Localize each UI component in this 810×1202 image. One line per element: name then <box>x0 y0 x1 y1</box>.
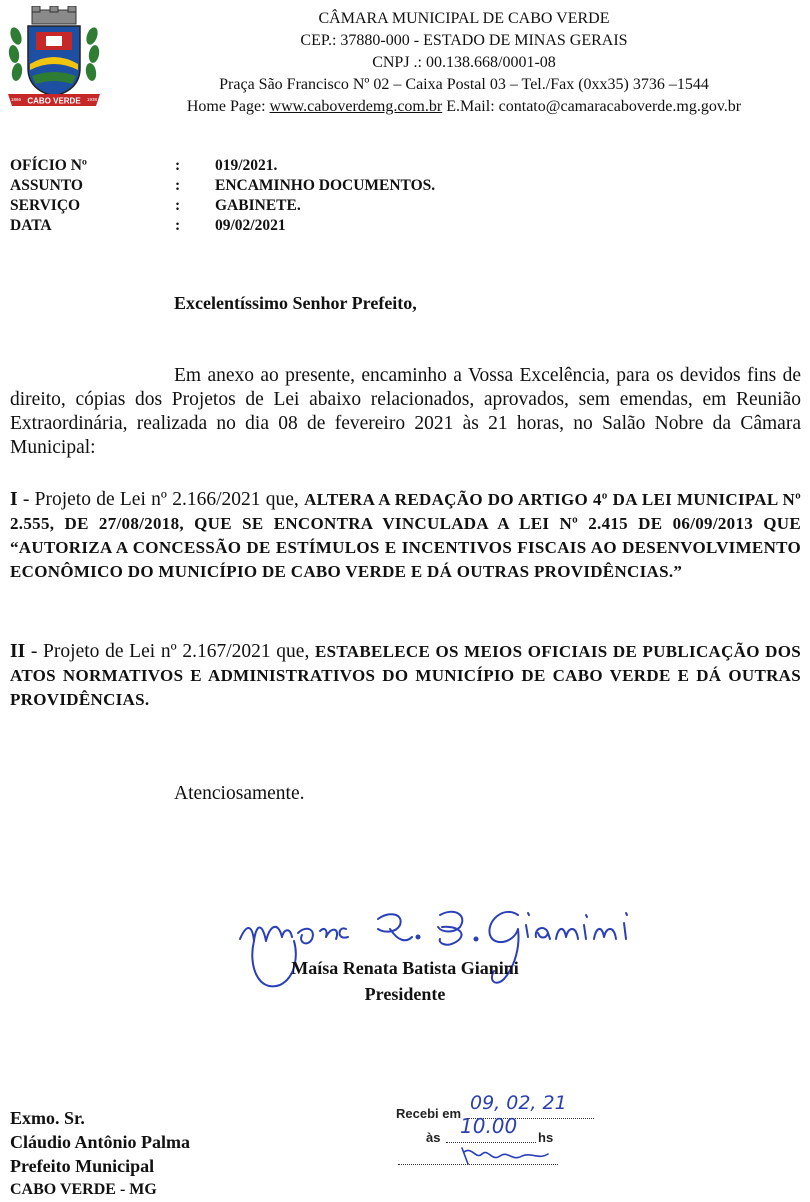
body-item-2 <box>10 640 801 712</box>
closing: Atenciosamente. <box>174 783 305 804</box>
meta-value: ENCAMINHO DOCUMENTOS. <box>215 177 436 194</box>
body-item-1 <box>10 488 801 584</box>
signature-block <box>230 955 580 1007</box>
letterhead-cnpj: CNPJ .: 00.138.668/0001-08 <box>372 54 556 71</box>
meta-value: GABINETE. <box>215 197 301 214</box>
stamp-time: 10.00 <box>460 1114 518 1138</box>
banner-year-right: 1938 <box>86 97 98 102</box>
meta-label: OFÍCIO Nº <box>10 157 88 174</box>
signer-name: Maísa Renata Batista Gianini <box>291 958 519 978</box>
letterhead-institution: CÂMARA MUNICIPAL DE CABO VERDE <box>318 10 610 27</box>
homepage-link[interactable]: www.caboverdemg.com.br <box>269 98 443 115</box>
salutation: Excelentíssimo Senhor Prefeito, <box>174 293 417 313</box>
meta-row-data <box>10 216 435 236</box>
recipient-title: Prefeito Municipal <box>10 1156 155 1176</box>
letterhead-contacts <box>120 96 808 118</box>
letterhead-address: Praça São Francisco Nº 02 – Caixa Postal 03 – Tel./Fax (0xx35) 3736 –1544 <box>219 76 709 93</box>
stamp-received-label: Recebi em <box>396 1106 462 1121</box>
meta-label: SERVIÇO <box>10 197 81 214</box>
letterhead-cep-state: CEP.: 37880-000 - ESTADO DE MINAS GERAIS <box>300 32 628 49</box>
recipient-honorific: Exmo. Sr. <box>10 1108 85 1128</box>
meta-value: 019/2021. <box>215 157 278 174</box>
receipt-stamp <box>396 1092 596 1172</box>
stamp-received-date: 09, 02, 21 <box>470 1092 567 1114</box>
recipient-block <box>10 1106 190 1202</box>
signer-title: Presidente <box>364 984 446 1004</box>
email-address[interactable]: contato@camaracaboverde.mg.gov.br <box>498 98 742 115</box>
meta-label: DATA <box>10 217 52 234</box>
body-paragraph-intro: Em anexo ao presente, encaminho a Vossa Excelência, para os devidos fins de direito, cópias dos Projetos de Lei abaixo relacionados, aprovados, sem emendas, em Reunião Extraordinária, realizada no dia 08 de fevereiro 2021 às 21 horas, no Salão Nobre da Câmara Municipal: <box>10 365 801 458</box>
municipal-crest-logo <box>6 6 102 110</box>
meta-label: ASSUNTO <box>10 177 83 194</box>
meta-value: 09/02/2021 <box>215 217 286 234</box>
meta-colon: : <box>175 177 181 194</box>
meta-row-servico <box>10 196 435 216</box>
email-label: E.Mail: <box>442 98 499 115</box>
item-text: - Projeto de Lei nº 2.167/2021 que, <box>25 641 316 662</box>
item-roman-numeral: II <box>10 641 26 662</box>
homepage-label: Home Page: <box>186 98 270 115</box>
recipient-city: CABO VERDE - MG <box>10 1181 157 1198</box>
recipient-name: Cláudio Antônio Palma <box>10 1132 191 1152</box>
meta-colon: : <box>175 157 181 174</box>
stamp-signature-line <box>398 1164 558 1165</box>
meta-row-assunto <box>10 176 435 196</box>
stamp-hours-label: hs <box>538 1130 554 1145</box>
meta-row-oficio <box>10 156 435 176</box>
document-meta <box>10 156 435 236</box>
item-bold-text: ALTERA A REDAÇÃO DO ARTIGO 4º DA LEI MUNICIPAL Nº 2.555, DE 27/08/2018, QUE SE ENCONTRA VINCULADA A LEI Nº 2.415 DE 06/09/2013 QUE “AUTORIZA A CONCESSÃO DE ESTÍMULOS E INCENTIVOS FISCAIS AO DESENVOLVIMENTO ECONÔMICO DO MUNICÍPIO DE CABO VERDE E DÁ OUTRAS PROVIDÊNCIAS.” <box>10 490 801 581</box>
banner-year-left: 1866 <box>10 97 22 102</box>
meta-colon: : <box>175 217 181 234</box>
mural-crown <box>32 6 76 24</box>
banner-text: CABO VERDE <box>27 96 81 106</box>
item-bold-text: ESTABELECE OS MEIOS OFICIAIS DE PUBLICAÇÃO DOS ATOS NORMATIVOS E ADMINISTRATIVOS DO MUNICÍPIO DE CABO VERDE E DÁ OUTRAS PROVIDÊNCIAS. <box>10 642 801 709</box>
item-roman-numeral: I <box>10 489 18 510</box>
item-text: - Projeto de Lei nº 2.166/2021 que, <box>17 489 305 510</box>
stamp-at-label: às <box>426 1130 441 1145</box>
letterhead <box>120 8 808 118</box>
meta-colon: : <box>175 197 181 214</box>
